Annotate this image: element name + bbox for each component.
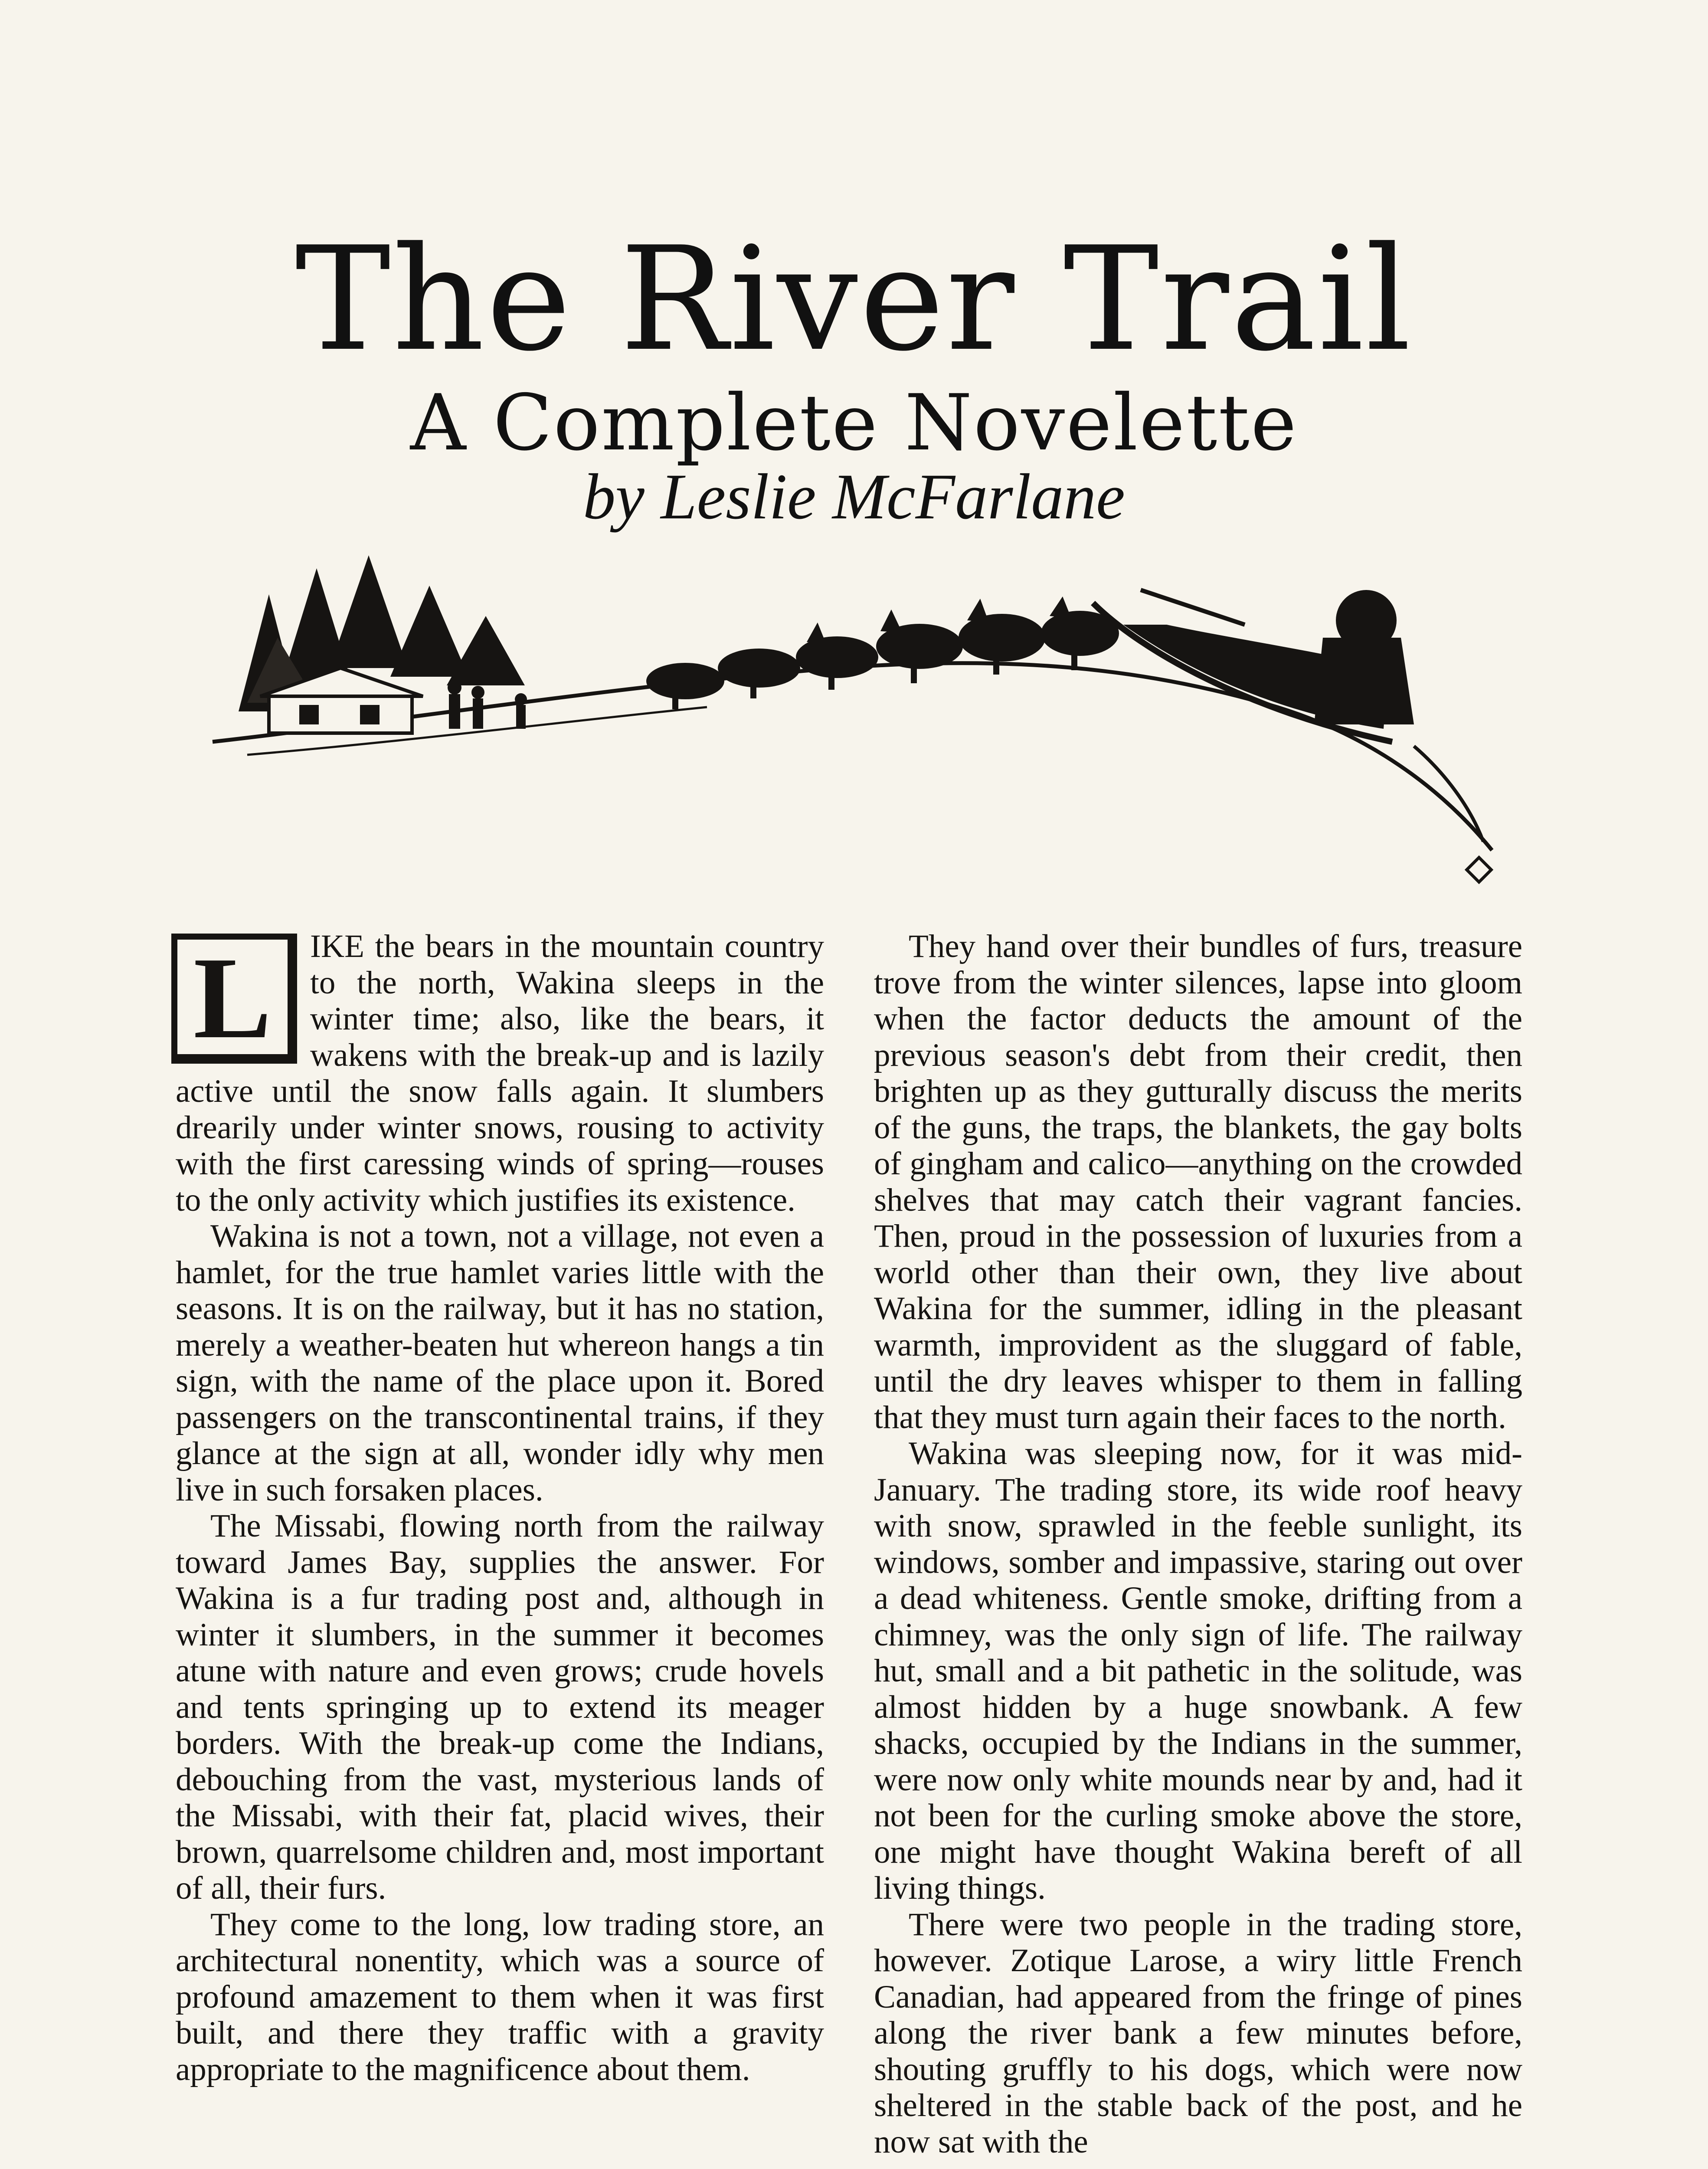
drop-cap: L [171, 934, 297, 1064]
story-paragraph: The Missabi, flowing north from the railway toward James Bay, supplies the answer. For Wakina is a fur trading post and, although in winter it slumbers, in the summer it becomes atune with nature and even grows; crude hovels and tents springing up to extend its meager borders. With the break-up come the Indians, debouching from the vast, mysterious lands of the Missabi, with their fat, placid wives, their brown, quarrelsome children and, most important of all, their furs. [176, 1508, 824, 1906]
toboggan-icon [1093, 590, 1483, 842]
story-paragraph: Wakina is not a town, not a village, not even a hamlet, for the true hamlet varies little with the seasons. It is on the railway, but it has no station, merely a weather-beaten hut whereon hangs a tin sign, with the name of the place upon it. Bored passengers on the transcontinental trains, if they glance at the sign at all, wonder idly why men live in such forsaken places. [176, 1218, 824, 1508]
story-paragraph: Wakina was sleeping now, for it was mid-January. The trading store, its wide roof heavy with snow, sprawled in the feeble sunlight, its windows, somber and impassive, staring out over a dead whiteness. Gentle smoke, drifting from a chimney, was the only sign of life. The railway hut, small and a bit pathetic in the solitude, was almost hidden by a huge snowbank. A few shacks, occupied by the Indians in the summer, were now only white mounds near by and, had it not been for the curling smoke above the store, one might have thought Wakina bereft of all living things. [874, 1435, 1522, 1906]
story-paragraph: IKE the bears in the mountain country to the north, Wakina sleeps in the winter time; also, like the bears, it wakens with the break-up and is lazily active until the snow falls again. It slumbers drearily under winter snows, rousing to activity with the first caressing winds of spring—rouses to the only activity which justifies its existence. [176, 928, 824, 1218]
story-paragraph: They hand over their bundles of furs, treasure trove from the winter silences, lapse into gloom when the factor deducts the amount of the previous season's debt from their credit, then brighten up as they gutturally discuss the merits of the guns, the traps, the blankets, the gay bolts of gingham and calico—anything on the crowded shelves that may catch their vagrant fancies. Then, proud in the possession of luxuries from a world other than their own, they live about Wakina for the summer, idling in the pleasant warmth, improvident as the sluggard of fable, until the dry leaves whisper to them in falling that they must turn again their faces to the north. [874, 928, 1522, 1435]
illustrator-mark-icon [1467, 858, 1492, 882]
story-column-left [176, 928, 824, 2087]
story-paragraph: There were two people in the trading store, however. Zotique Larose, a wiry little French Canadian, had appeared from the fringe of pines along the river bank a few minutes before, shouting gruffly to his dogs, which were now sheltered in the stable back of the post, and he now sat with the [874, 1906, 1522, 2160]
story-paragraph: They come to the long, low trading store, an architectural nonentity, which was a source of profound amazement to them when it was first built, and there they traffic with a gravity appropriate to the magnificence about them. [176, 1906, 824, 2087]
dog-sled-winter-scene-illustration [187, 538, 1540, 894]
story-column-right [874, 928, 1522, 2160]
story-subtitle: A Complete Novelette [410, 378, 1298, 468]
story-byline: by Leslie McFarlane [583, 461, 1125, 533]
sled-dogs-icon [646, 596, 1119, 709]
story-title: The River Trail [295, 216, 1413, 383]
